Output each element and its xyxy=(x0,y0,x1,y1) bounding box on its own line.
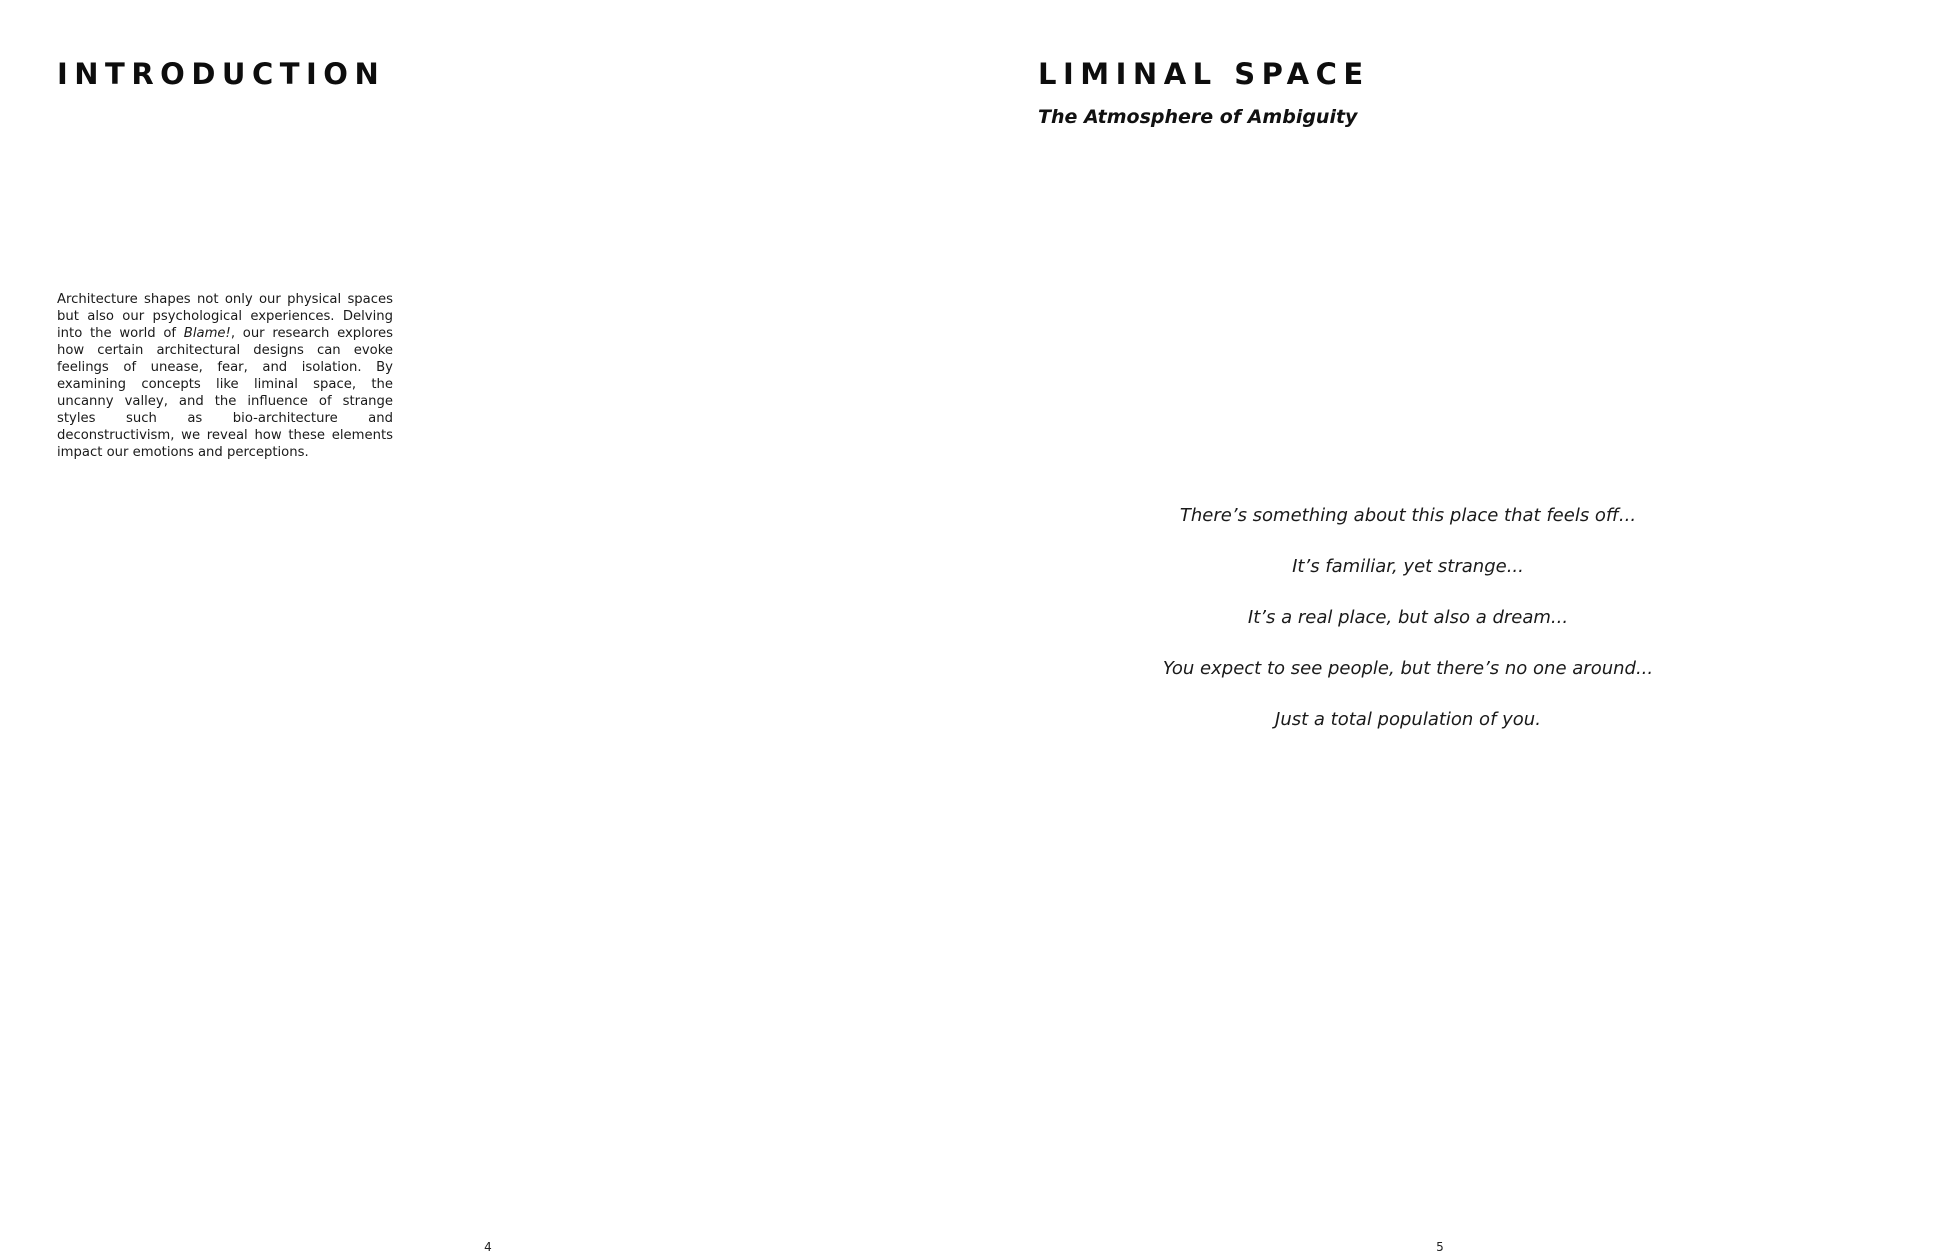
quote-line: There’s something about this place that feels off... xyxy=(1179,505,1637,526)
introduction-paragraph xyxy=(57,291,393,461)
page-heading-introduction: INTRODUCTION xyxy=(57,57,386,91)
intro-text-part-2: , our research explores how certain architectural designs can evoke feelings of unease, fear, and isolation. By examining concepts like liminal space, the uncanny valley, and the influence of strange styles such as bio-architecture and deconstructivism, we reveal how these elements impact our emotions and perceptions. xyxy=(57,326,393,460)
right-page xyxy=(973,0,1946,1259)
quote-line: Just a total population of you. xyxy=(1275,709,1541,730)
quote-line: You expect to see people, but there’s no one around... xyxy=(1162,658,1654,679)
page-number-left: 4 xyxy=(484,1240,492,1254)
page-subtitle: The Atmosphere of Ambiguity xyxy=(1038,106,1358,128)
work-title-blame: Blame! xyxy=(183,326,231,341)
page-heading-liminal-space: LIMINAL SPACE xyxy=(1038,57,1370,91)
page-number-right: 5 xyxy=(1436,1240,1444,1254)
quote-block xyxy=(1138,500,1678,755)
quote-line: It’s a real place, but also a dream... xyxy=(1247,607,1569,628)
quote-line: It’s familiar, yet strange... xyxy=(1292,556,1524,577)
intro-text-part-1: Architecture shapes not only our physical spaces but also our psychological experiences. Delving into the world of xyxy=(57,292,393,341)
